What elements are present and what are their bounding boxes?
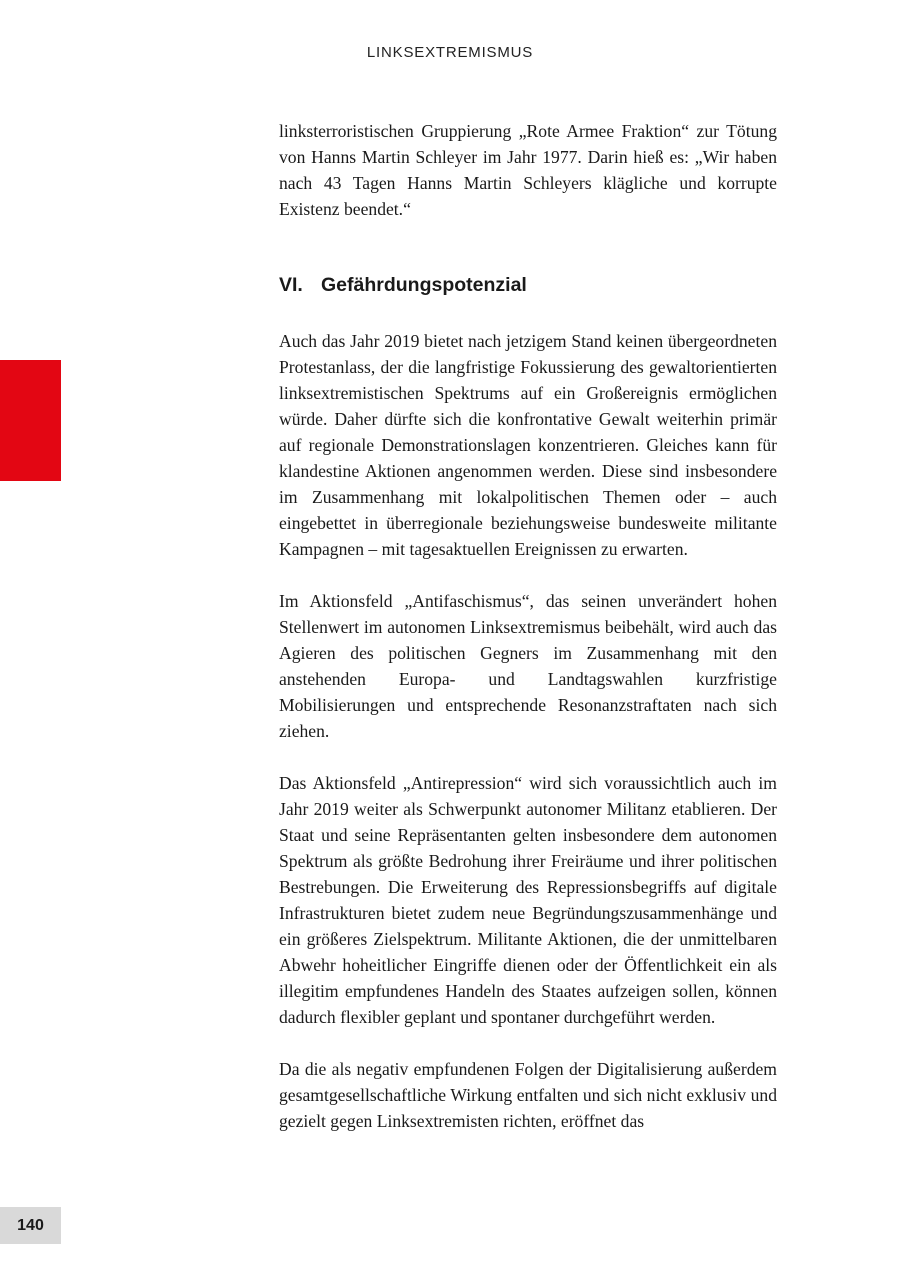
body-paragraph: Das Aktionsfeld „Antirepression“ wird sich voraussichtlich auch im Jahr 2019 weiter als Schwerpunkt autonomer Militanz etablieren. Der Staat und seine Repräsentanten gelten insbesondere dem autonomen Spektrum als größte Bedrohung ihrer Freiräume und ihrer politischen Bestrebungen. Die Erweiterung des Repressionsbegriffs auf digitale Infrastrukturen bietet zudem neue Begründungszusammenhänge und ein größeres Zielspektrum. Militante Aktionen, die der unmittelbaren Abwehr hoheitlicher Eingriffe dienen oder der Öffentlichkeit ein als illegitim empfundenes Handeln des Staates aufzeigen sollen, können dadurch flexibler geplant und spontaner durchgeführt werden. (279, 773, 777, 1027)
running-header: LINKSEXTREMISMUS (366, 44, 534, 61)
chapter-marker-tab (0, 360, 61, 481)
body-paragraph: Im Aktionsfeld „Antifaschismus“, das seinen unverändert hohen Stellenwert im autonomen Linksextremismus beibehält, wird auch das Agieren des politischen Gegners im Zusammenhang mit den anstehenden Europa- und Landtagswahlen kurzfristige Mobilisierungen und entsprechende Resonanzstraftaten nach sich ziehen. (279, 591, 777, 741)
page-body (279, 118, 777, 1134)
section-title: Gefährdungspotenzial (321, 274, 527, 296)
body-paragraph: Auch das Jahr 2019 bietet nach jetzigem Stand keinen übergeordneten Protestanlass, der die langfristige Fokussierung des gewaltorientierten linksextremistischen Spektrums auf ein Großereignis ermöglichen würde. Daher dürfte sich die konfrontative Gewalt weiterhin primär auf regionale Demonstrationslagen konzentrieren. Gleiches kann für klandestine Aktionen angenommen werden. Diese sind insbesondere im Zusammenhang mit lokalpolitischen Themen oder – auch eingebettet in überregionale beziehungsweise bundesweite militante Kampagnen – mit tagesaktuellen Ereignissen zu erwarten. (279, 331, 777, 559)
section-number: VI. (279, 274, 303, 296)
body-paragraph: Da die als negativ empfundenen Folgen der Digitalisierung außerdem gesamtgesellschaftliche Wirkung entfalten und sich nicht exklusiv und gezielt gegen Linksextremisten richten, eröffnet das (279, 1059, 777, 1131)
page-number: 140 (0, 1207, 61, 1244)
section-heading (279, 272, 777, 298)
intro-paragraph: linksterroristischen Gruppierung „Rote Armee Fraktion“ zur Tötung von Hanns Martin Schleyer im Jahr 1977. Darin hieß es: „Wir haben nach 43 Tagen Hanns Martin Schleyers klägliche und korrupte Existenz beendet.“ (279, 121, 777, 219)
